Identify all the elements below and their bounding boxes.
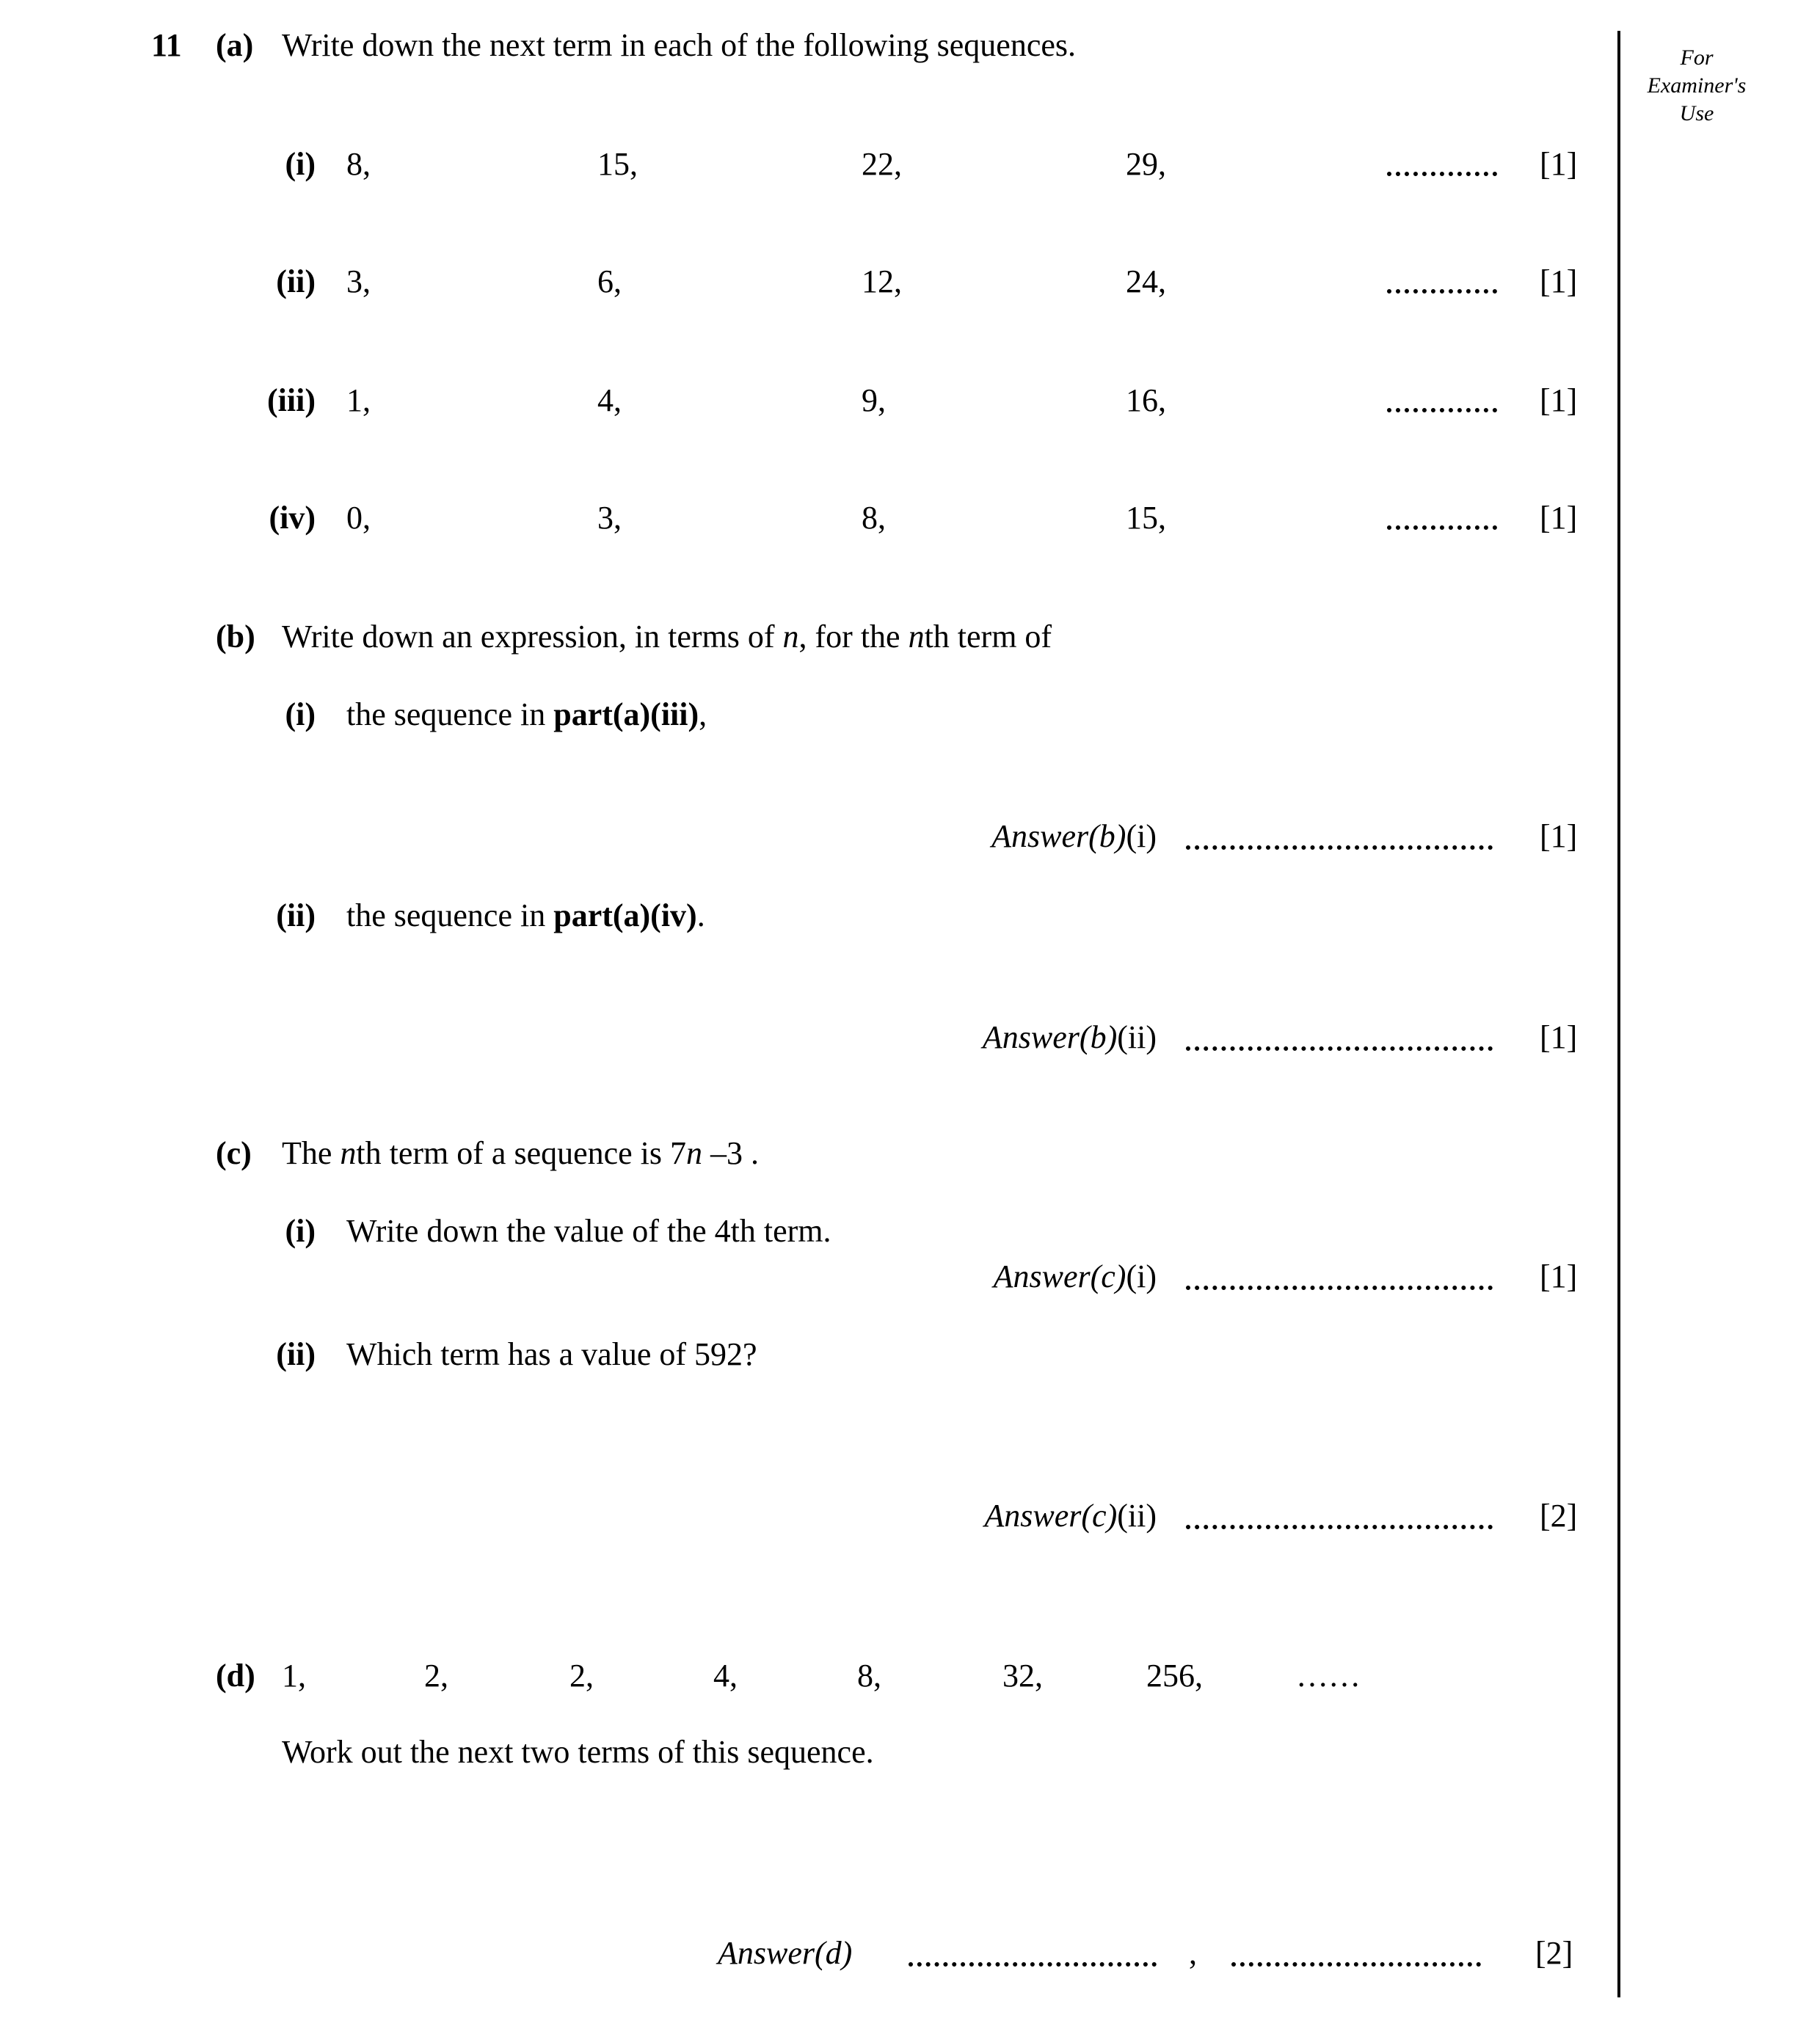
sequence-term: 8, [857,1658,881,1694]
sequence-term: 256, [1146,1658,1203,1694]
part-a-label: (a) [216,27,254,63]
sequence-term: 15, [597,146,638,182]
sequence-term: 1, [282,1658,306,1694]
sequence-term: 1, [346,382,371,418]
sequence-term: 22, [862,146,902,182]
sequence-term: 12, [862,263,902,299]
answer-line-a-iii[interactable] [1387,408,1497,412]
answer-line-c-i[interactable] [1186,1286,1493,1290]
part-d-prompt: Work out the next two terms of this sequence. [282,1734,874,1770]
marks-a-ii: [1] [1540,263,1578,299]
sequence-term: 15, [1126,500,1166,536]
answer-line-a-i[interactable] [1387,172,1497,176]
part-c-ii-label: (ii) [276,1336,316,1372]
part-c-label: (c) [216,1135,252,1171]
part-a-prompt: Write down the next term in each of the following sequences. [282,27,1076,63]
sequence-term: 9, [862,382,886,418]
sequence-term: 24, [1126,263,1166,299]
marks-a-i: [1] [1540,146,1578,182]
examiner-label-line3: Use [1679,101,1714,125]
sequence-term: 6, [597,263,622,299]
answer-d-comma: , [1189,1935,1197,1971]
sequence-term: 8, [862,500,886,536]
marks-b-i: [1] [1540,818,1578,854]
sequence-term: 16, [1126,382,1166,418]
marks-c-ii: [2] [1540,1498,1578,1534]
examiner-label-line2: Examiner's [1647,73,1747,98]
part-b-ii-label: (ii) [276,897,316,933]
answer-line-a-ii[interactable] [1387,289,1497,294]
answer-line-b-ii[interactable] [1186,1046,1493,1051]
examiner-use-column [1623,44,1770,128]
answer-c-i-label: Answer(c)(i) [993,1258,1157,1294]
sequence-term: 2, [569,1658,594,1694]
marks-a-iii: [1] [1540,382,1578,418]
answer-b-ii-label: Answer(b)(ii) [982,1019,1157,1055]
marks-b-ii: [1] [1540,1019,1578,1055]
answer-line-c-ii[interactable] [1186,1525,1493,1529]
marks-c-i: [1] [1540,1258,1578,1294]
answer-line-d-second[interactable] [1231,1962,1481,1967]
examiner-label-line1: For [1680,45,1714,70]
sequence-term: 32, [1002,1658,1043,1694]
question-number: 11 [151,27,182,63]
answer-c-ii-label: Answer(c)(ii) [984,1498,1157,1534]
answer-line-d-first[interactable] [909,1962,1157,1967]
part-b-i-label: (i) [285,696,316,732]
sequence-term: 3, [597,500,622,536]
sequence-term: 29, [1126,146,1166,182]
part-a-ii-label: (ii) [276,263,316,299]
part-a-i-label: (i) [285,146,316,182]
sequence-term: 2, [424,1658,448,1694]
sequence-term: 4, [713,1658,738,1694]
marks-d: [2] [1535,1935,1573,1971]
part-a-iii-label: (iii) [267,382,316,418]
answer-line-b-i[interactable] [1186,845,1493,850]
marks-a-iv: [1] [1540,500,1578,536]
part-c-prompt: The nth term of a sequence is 7n –3 . [282,1135,760,1171]
sequence-term: 0, [346,500,371,536]
part-c-i-label: (i) [285,1213,316,1249]
part-c-i-text: Write down the value of the 4th term. [346,1213,831,1249]
examiner-margin-rule [1617,31,1620,1997]
answer-line-a-iv[interactable] [1387,525,1497,530]
part-b-ii-text: the sequence in part(a)(iv). [346,897,705,933]
part-b-prompt: Write down an expression, in terms of n, for the nth term of [282,619,1052,655]
part-a-iv-label: (iv) [269,500,316,536]
part-c-ii-text: Which term has a value of 592? [346,1336,757,1372]
answer-b-i-label: Answer(b)(i) [991,818,1157,854]
answer-d-label: Answer(d) [718,1935,853,1971]
part-b-label: (b) [216,619,255,655]
sequence-term: 4, [597,382,622,418]
sequence-ellipsis: …… [1296,1658,1361,1694]
part-b-i-text: the sequence in part(a)(iii), [346,696,707,732]
sequence-term: 8, [346,146,371,182]
sequence-term: 3, [346,263,371,299]
part-d-label: (d) [216,1658,255,1694]
